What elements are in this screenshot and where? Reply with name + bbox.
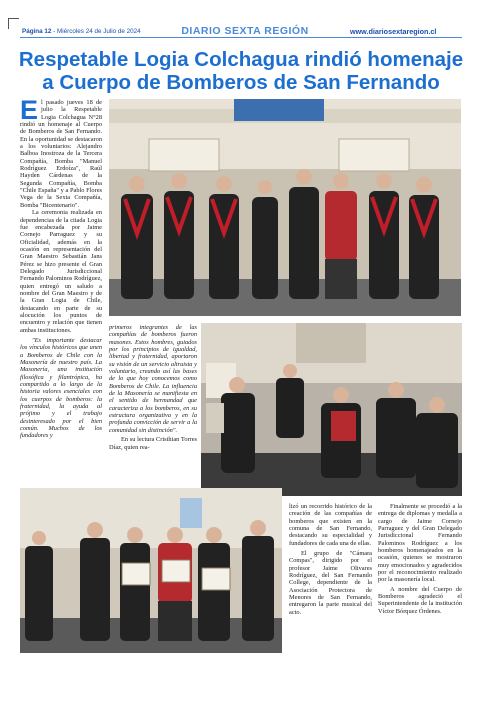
music-paragraph: El grupo de "Cámara Compas", dirigido por el profesor Jaime Olivares Rodríguez, del San Fernando College, dependiente de la Asociación Protectora de Menores de San Fernando, entregaron la parte musical del acto. bbox=[289, 550, 372, 616]
drop-cap: E bbox=[20, 95, 39, 125]
closing-paragraph: A nombre del Cuerpo de Bomberos agradeció el Superintendente de la institución Víctor Bórquez Órdenes. bbox=[378, 585, 462, 615]
page-corner-mark bbox=[8, 18, 19, 29]
article-column-2 bbox=[109, 324, 197, 451]
photo-audience-seated bbox=[201, 323, 462, 496]
photo-diploma-recipients bbox=[20, 488, 282, 653]
article-column-1 bbox=[20, 95, 102, 440]
intro-paragraph: El pasado jueves 18 de julio la Respetable Logia Colchagua N°28 rindió un homenaje al Cuerpo de Bomberos de San Fernando. En la oportunidad se destacaron a los voluntarios: Alejandro Balboa Inostroza de la Tercera Compañía, Bomba "Manuel Rodríguez Erdoíza", Raúl Hayden Cárdenas de la Segunda Compañía, Bomba "Chile España" y a Pablo Flores Vega de la Sexta Compañía, Bomba "Bicentenario". bbox=[20, 95, 102, 209]
photo-group-ceremony bbox=[109, 99, 461, 316]
newspaper-name: DIARIO SEXTA REGIÓN bbox=[181, 25, 309, 37]
reading-paragraph: En su lectura Cristhian Torres Díaz, quien rea- bbox=[109, 436, 197, 451]
quote-paragraph-end: primeros integrantes de las compañías de bomberos fueron masones. Estos hombres, guiados por los principios de igualdad, libertad y fraternidad, aportaron su visión de un servicio altruista y voluntario, creando así las bases de lo que hoy conocemos como Bomberos de Chile. La influencia de la Masonería se manifiesta en el sentido de hermandad que caracteriza a los bomberos, en su estructura organizativa y en la profunda convicción de servir a la comunidad sin distinción". bbox=[109, 324, 197, 434]
quote-paragraph-start: "Es importante destacar los vínculos históricos que unen a Bomberos de Chile con la Masonería de nuestro país. La Masonería, una institución filosófica y filantrópica, ha compartido a lo largo de la historia valores esenciales con los cuerpos de bomberos: la fraternidad, la ayuda al prójimo y el trabajo desinteresado por el bien común. Muchos de los fundadores y bbox=[20, 337, 102, 440]
article-headline: Respetable Logia Colchagua rindió homenaje a Cuerpo de Bomberos de San Fernando bbox=[18, 48, 464, 94]
header-rule bbox=[20, 37, 462, 38]
article-column-3 bbox=[289, 503, 372, 616]
history-paragraph: lizó un recorrido histórico de la creación de las compañías de bomberos que existen en la comuna de San Fernando, destacando su especialidad y fundadores de cada una de ellas. bbox=[289, 503, 372, 547]
ceremony-paragraph: La ceremonia realizada en dependencias de la citada Logia fue encabezada por Jaime Cornejo Parraguez y su Oficialidad, además en la ocasión en representación del Gran Maestro Sebastián Jans Pérez se hizo presente el Gran Delegado Jurisdiccional Fernando Palominos Rodríguez, quien entregó un saludo a nombre del Gran Maestro y de la Gran Logia de Chile, destacando en parte de su alocución los puntos de encuentro y relación que tienen ambas instituciones. bbox=[20, 209, 102, 334]
page-number-date: Página 12 - Miércoles 24 de Julio de 2024 bbox=[22, 28, 141, 35]
diplomas-paragraph: Finalmente se procedió a la entrega de diplomas y medalla a cargo de Jaime Cornejo Parraguez y del Gran Delegado Jurisdiccional Fernando Palominos Rodríguez a los bomberos homenajeados en la ocasión, quienes se mostraron muy emocionados y agradecidos por el reconocimiento realizado por la masonería local. bbox=[378, 503, 462, 584]
website-url: www.diariosextaregion.cl bbox=[350, 27, 437, 36]
article-column-4 bbox=[378, 503, 462, 615]
